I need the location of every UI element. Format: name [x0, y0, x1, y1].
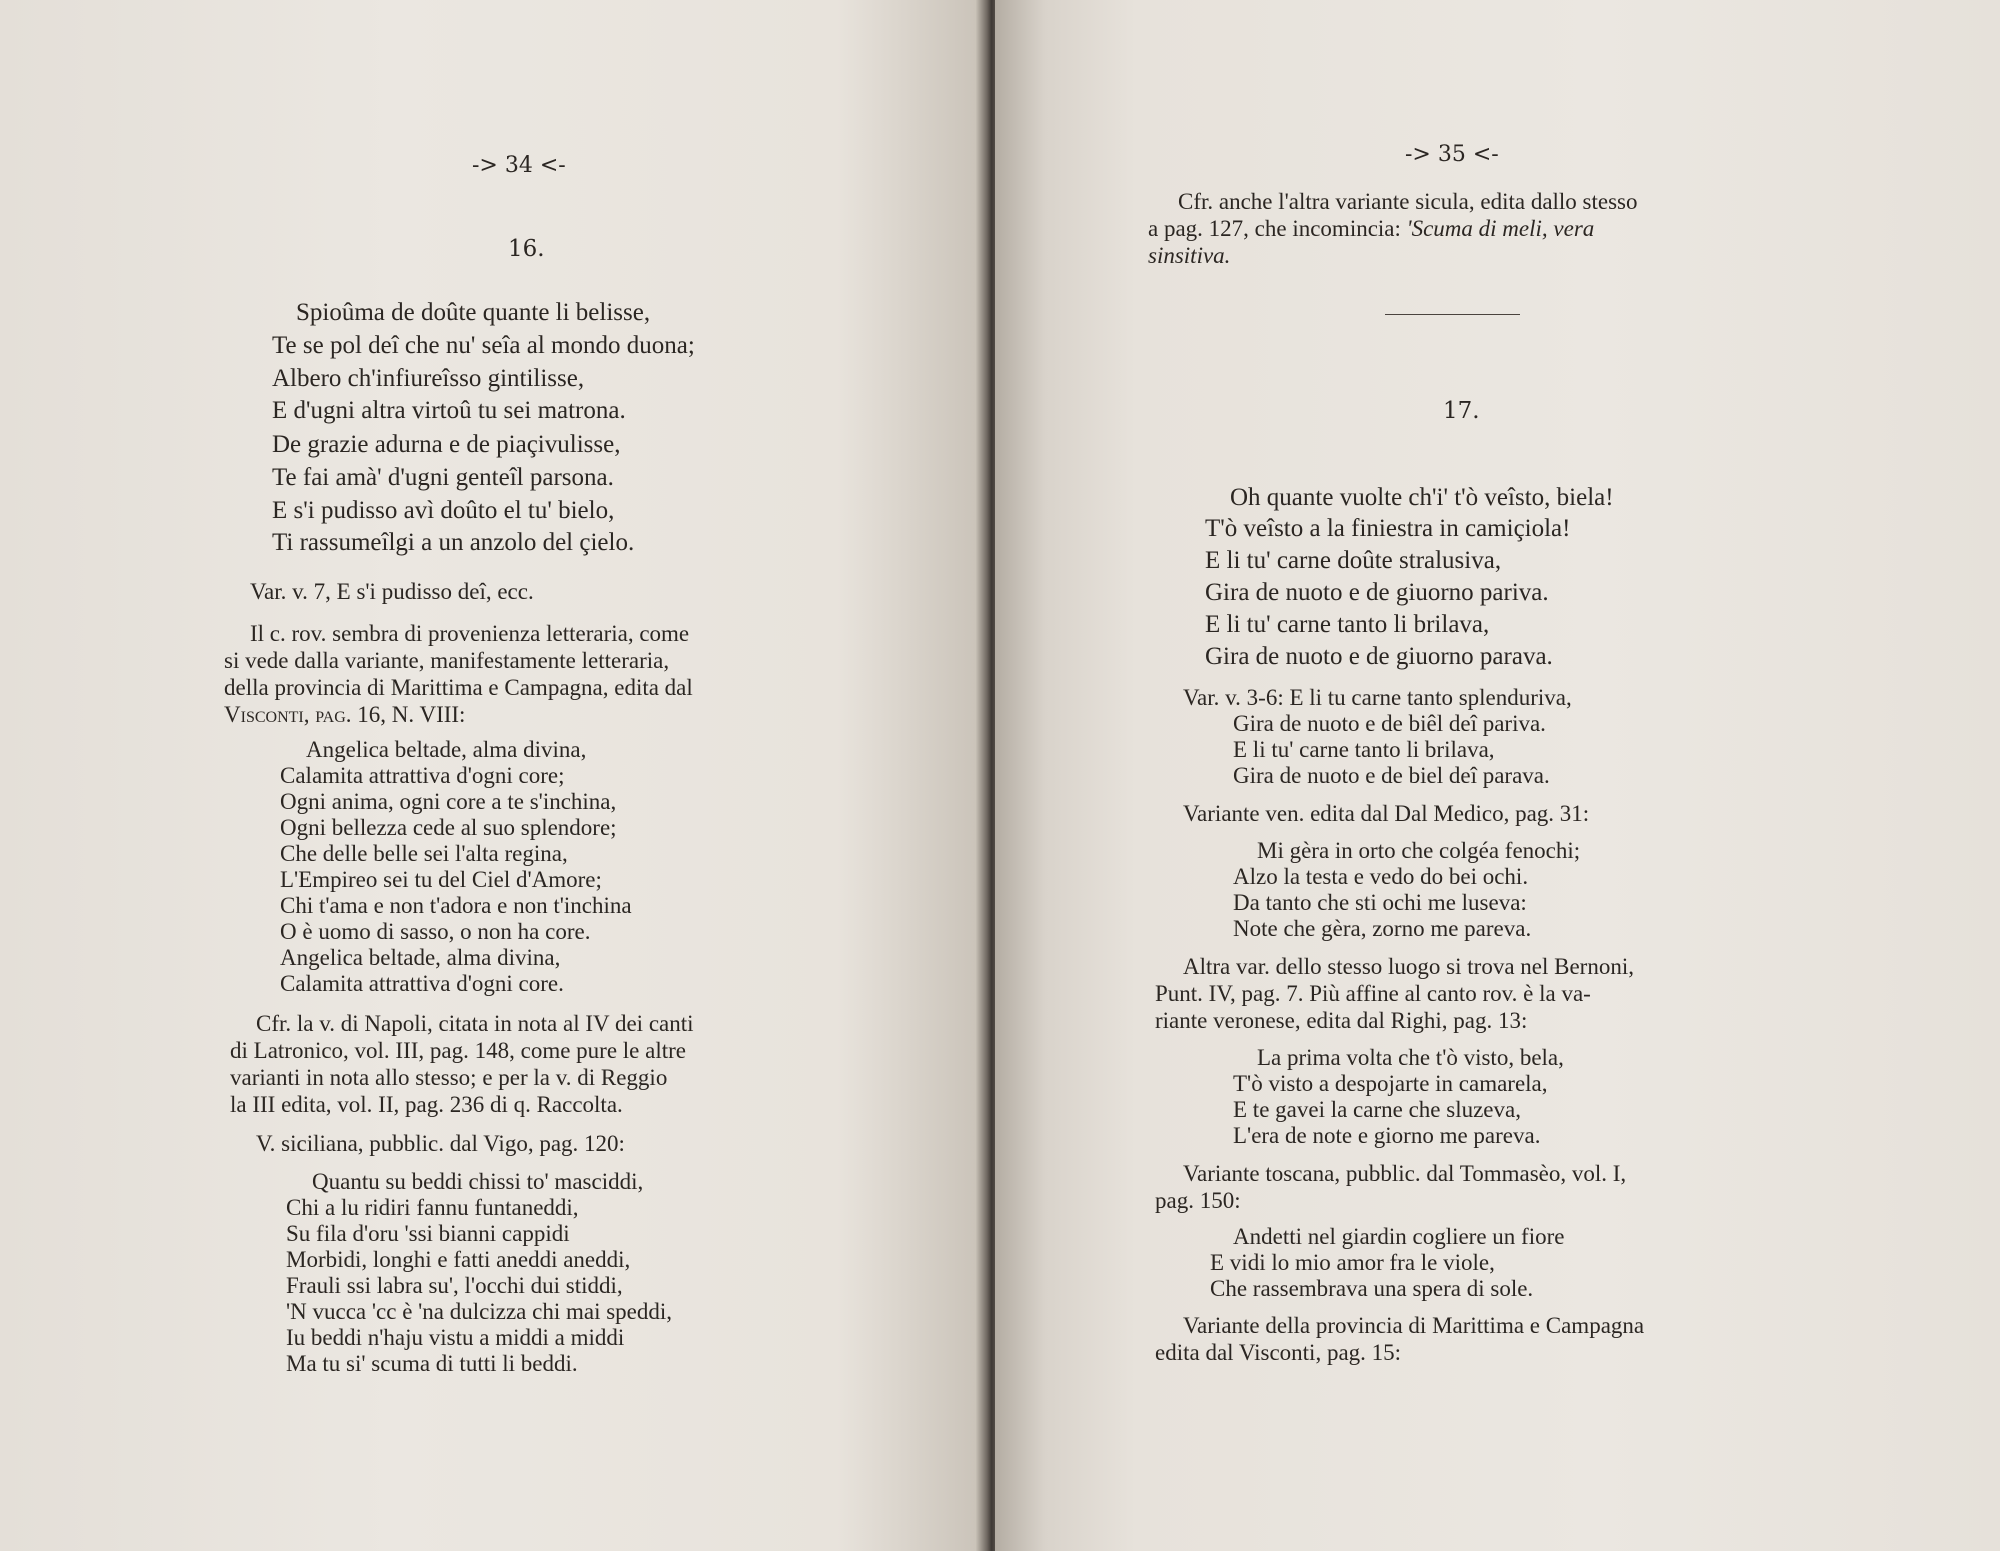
poem-line: Gira de nuoto e de giuorno parava.: [1205, 643, 1553, 670]
commentary-line: riante veronese, edita dal Righi, pag. 13:: [1155, 1008, 1528, 1033]
variant-line: Var. v. 3-6: E li tu carne tanto splenduriva,: [1183, 685, 1572, 710]
commentary-line: Il c. rov. sembra di provenienza letteraria, come: [250, 621, 690, 646]
quoted-line: Ogni anima, ogni core a te s'inchina,: [280, 789, 617, 814]
quoted-line: Su fila d'oru 'ssi bianni cappidi: [286, 1221, 570, 1246]
commentary-line: si vede dalla variante, manifestamente letteraria,: [224, 648, 670, 673]
poem-line: Albero ch'infiureîsso gintilisse,: [272, 365, 585, 392]
quoted-line: Quantu su beddi chissi to' masciddi,: [312, 1169, 644, 1194]
commentary-line: Variante della provincia di Marittima e Campagna: [1183, 1313, 1645, 1338]
variant-line: Da tanto che sti ochi me luseva:: [1233, 890, 1527, 915]
quoted-line: Angelica beltade, alma divina,: [280, 945, 561, 970]
right-page: [995, 0, 2000, 1551]
commentary-line: Punt. IV, pag. 7. Più affine al canto rov. è la va-: [1155, 981, 1591, 1006]
poem-line: E s'i pudisso avì doûto el tu' bielo,: [272, 497, 615, 524]
poem-line: Te se pol deî che nu' seîa al mondo duona;: [272, 332, 695, 359]
left-page: [0, 0, 985, 1551]
quoted-line: Chi t'ama e non t'adora e non t'inchina: [280, 893, 632, 918]
quoted-poem: [0, 0, 985, 1551]
quoted-line: Ogni bellezza cede al suo splendore;: [280, 815, 617, 840]
quoted-line: Che delle belle sei l'alta regina,: [280, 841, 568, 866]
poem-line: T'ò veîsto a la finiestra in camiçiola!: [1205, 515, 1571, 542]
commentary-line: della provincia di Marittima e Campagna, edita dal: [224, 675, 693, 700]
note-quote: 'Scuma di meli, vera: [1406, 216, 1595, 241]
note-line: sinsitiva.: [1148, 243, 1231, 268]
poem-line: Ti rassumeîlgi a un anzolo del çielo.: [272, 529, 635, 556]
variant-line: Mi gèra in orto che colgéa fenochi;: [1257, 838, 1581, 863]
variant-line: Alzo la testa e vedo do bei ochi.: [1233, 864, 1529, 889]
variant-line: Gira de nuoto e de biel deî parava.: [1233, 763, 1550, 788]
variant-line: Gira de nuoto e de biêl deî pariva.: [1233, 711, 1546, 736]
variant-note: Var. v. 7, E s'i pudisso deî, ecc.: [250, 579, 534, 604]
commentary-line: Altra var. dello stesso luogo si trova nel Bernoni,: [1183, 954, 1634, 979]
quoted-line: L'Empireo sei tu del Ciel d'Amore;: [280, 867, 602, 892]
variant-line: Andetti nel giardin cogliere un fiore: [1233, 1224, 1565, 1249]
quoted-line: 'N vucca 'cc è 'na dulcizza chi mai speddi,: [286, 1299, 673, 1324]
quoted-line: Iu beddi n'haju vistu a middi a middi: [286, 1325, 625, 1350]
quoted-line: O è uomo di sasso, o non ha core.: [280, 919, 591, 944]
variant-line: E vidi lo mio amor fra le viole,: [1210, 1250, 1495, 1275]
quoted-line: Calamita attrattiva d'ogni core;: [280, 763, 565, 788]
commentary: [995, 0, 2000, 1551]
quoted-line: Calamita attrattiva d'ogni core.: [280, 971, 564, 996]
commentary-line: pag. 150:: [1155, 1188, 1241, 1213]
commentary-line: la III edita, vol. II, pag. 236 di q. Raccolta.: [230, 1092, 623, 1117]
poem-line: E li tu' carne doûte stralusiva,: [1205, 547, 1502, 574]
quoted-line: Angelica beltade, alma divina,: [306, 737, 587, 762]
variant-line: T'ò visto a despojarte in camarela,: [1233, 1071, 1548, 1096]
quoted-line: Morbidi, longhi e fatti aneddi aneddi,: [286, 1247, 631, 1272]
poem-line: Gira de nuoto e de giuorno pariva.: [1205, 579, 1549, 606]
variant-intro: Variante ven. edita dal Dal Medico, pag. 31:: [1183, 801, 1590, 826]
variant-line: L'era de note e giorno me pareva.: [1233, 1123, 1541, 1148]
commentary-line: Visconti, pag. 16, N. VIII:: [224, 702, 466, 727]
variant-line: Note che gèra, zorno me pareva.: [1233, 916, 1532, 941]
note-text: a pag. 127, che incomincia:: [1148, 216, 1407, 241]
poem-line: E d'ugni altra virtoû tu sei matrona.: [272, 397, 626, 424]
poem-line: Oh quante vuolte ch'i' t'ò veîsto, biela!: [1230, 484, 1614, 511]
page-number: -> 35 <-: [1405, 142, 1499, 167]
note-line: Cfr. anche l'altra variante sicula, edita dallo stesso: [1178, 189, 1638, 214]
quoted-line: Frauli ssi labra su', l'occhi dui stiddi,: [286, 1273, 623, 1298]
poem-line: Spioûma de doûte quante li belisse,: [296, 299, 651, 326]
quoted-line: Ma tu si' scuma di tutti li beddi.: [286, 1351, 578, 1376]
variant-line: E te gavei la carne che sluzeva,: [1233, 1097, 1521, 1122]
quoted-line: Chi a lu ridiri fannu funtaneddi,: [286, 1195, 579, 1220]
commentary-line: V. siciliana, pubblic. dal Vigo, pag. 120:: [256, 1131, 625, 1156]
page-number: -> 34 <-: [472, 153, 566, 178]
poem-line: Te fai amà' d'ugni genteîl parsona.: [272, 464, 614, 491]
variant-line: E li tu' carne tanto li brilava,: [1233, 737, 1495, 762]
commentary-line: Cfr. la v. di Napoli, citata in nota al IV dei canti: [256, 1011, 694, 1036]
poem-line: De grazie adurna e de piaçivulisse,: [272, 431, 621, 458]
variant-line: Che rassembrava una spera di sole.: [1210, 1276, 1534, 1301]
commentary-line: Variante toscana, pubblic. dal Tommasèo, vol. I,: [1183, 1161, 1627, 1186]
commentary-line: varianti in nota allo stesso; e per la v. di Reggio: [230, 1065, 668, 1090]
poem-line: E li tu' carne tanto li brilava,: [1205, 611, 1490, 638]
variant-line: La prima volta che t'ò visto, bela,: [1257, 1045, 1564, 1070]
commentary-line: di Latronico, vol. III, pag. 148, come pure le altre: [230, 1038, 687, 1063]
poem-number: 16.: [508, 236, 545, 262]
poem-number: 17.: [1443, 398, 1480, 424]
commentary-line: edita dal Visconti, pag. 15:: [1155, 1340, 1402, 1365]
